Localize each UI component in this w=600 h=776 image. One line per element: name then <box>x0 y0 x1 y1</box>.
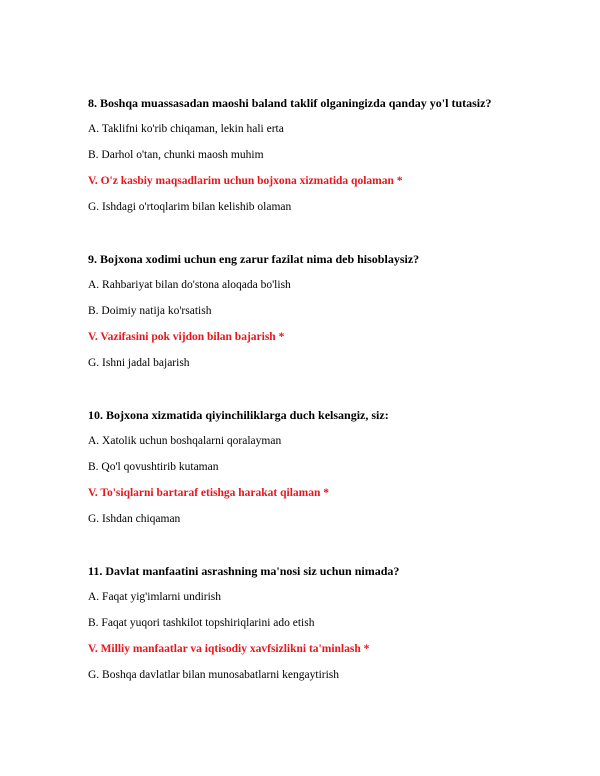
answer-option-v-correct: V. O'z kasbiy maqsadlarim uchun bojxona xizmatida qolaman * <box>88 175 403 187</box>
answer-option-a: A. Xatolik uchun boshqalarni qoralayman <box>88 435 282 447</box>
question-title: 11. Davlat manfaatini asrashning ma'nosi siz uchun nimada? <box>88 564 400 578</box>
answer-option-g: G. Ishdagi o'rtoqlarim bilan kelishib olaman <box>88 201 292 213</box>
answer-option-v-correct: V. Vazifasini pok vijdon bilan bajarish * <box>88 331 285 343</box>
answer-option-a: A. Taklifni ko'rib chiqaman, lekin hali erta <box>88 123 284 135</box>
answer-option-b: B. Qo'l qovushtirib kutaman <box>88 461 219 473</box>
question-title: 8. Boshqa muassasadan maoshi baland taklif olganingizda qanday yo'l tutasiz? <box>88 96 492 110</box>
question-11 <box>88 564 568 681</box>
answer-option-g: G. Ishdan chiqaman <box>88 513 181 525</box>
answer-option-b: B. Doimiy natija ko'rsatish <box>88 305 212 317</box>
question-title: 9. Bojxona xodimi uchun eng zarur fazilat nima deb hisoblaysiz? <box>88 252 420 266</box>
question-8 <box>88 96 568 213</box>
question-title: 10. Bojxona xizmatida qiyinchiliklarga duch kelsangiz, siz: <box>88 408 389 422</box>
answer-option-b: B. Faqat yuqori tashkilot topshiriqlarini ado etish <box>88 617 315 629</box>
answer-option-a: A. Faqat yig'imlarni undirish <box>88 591 222 603</box>
question-10 <box>88 408 568 525</box>
question-9 <box>88 252 568 369</box>
answer-option-g: G. Boshqa davlatlar bilan munosabatlarni kengaytirish <box>88 669 340 681</box>
answer-option-g: G. Ishni jadal bajarish <box>88 357 190 369</box>
answer-option-b: B. Darhol o'tan, chunki maosh muhim <box>88 149 264 161</box>
answer-option-v-correct: V. To'siqlarni bartaraf etishga harakat qilaman * <box>88 487 330 499</box>
answer-option-v-correct: V. Milliy manfaatlar va iqtisodiy xavfsizlikni ta'minlash * <box>88 643 370 655</box>
answer-option-a: A. Rahbariyat bilan do'stona aloqada bo'lish <box>88 279 291 291</box>
